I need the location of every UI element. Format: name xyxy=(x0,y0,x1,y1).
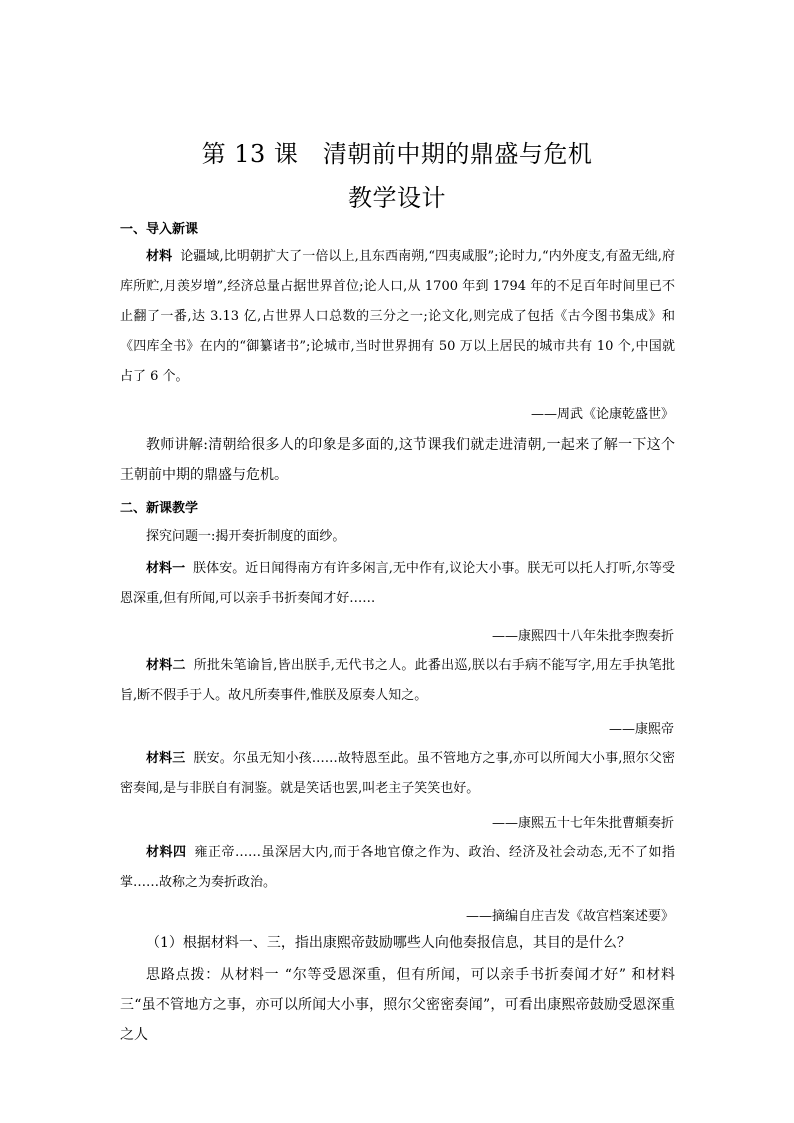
material-four-text: 雍正帝……虽深居大内,而于各地官僚之作为、政治、经济及社会动态,无不了如指掌……故称之为奏折政治。 xyxy=(120,845,675,890)
question-one: （1）根据材料一、三，指出康熙帝鼓励哪些人向他奏报信息，其目的是什么？ xyxy=(146,935,631,951)
section-heading-new-lesson: 二、新课教学 xyxy=(120,501,199,516)
teacher-explanation: 教师讲解:清朝给很多人的印象是多面的,这节课我们就走进清朝,一起来了解一下这个王朝前中期的鼎盛与危机。 xyxy=(120,437,675,483)
intro-material xyxy=(120,242,675,392)
page-title: 第 13 课 清朝前中期的鼎盛与危机 xyxy=(201,140,593,168)
material-three-label: 材料三 xyxy=(146,751,186,766)
material-three-text: 朕安。尔虽无知小孩……故特恩至此。虽不管地方之事,亦可以所闻大小事,照尔父密密奏闻,是与非朕自有洞鉴。就是笑话也罢,叫老主子笑笑也好。 xyxy=(120,751,675,796)
material-one xyxy=(120,554,675,614)
material-three-source: ——康熙五十七年朱批曹頫奏折 xyxy=(491,816,674,831)
section-heading-intro: 一、导入新课 xyxy=(120,222,199,237)
inquiry-question: 探究问题一:揭开奏折制度的面纱。 xyxy=(146,529,346,544)
page-subtitle: 教学设计 xyxy=(348,184,446,212)
material-two-text: 所批朱笔谕旨,皆出朕手,无代书之人。此番出巡,朕以右手病不能写字,用左手执笔批旨,断不假手于人。故凡所奏事件,惟朕及原奏人知之。 xyxy=(120,658,675,703)
material-four xyxy=(120,838,675,898)
material-two-label: 材料二 xyxy=(146,658,186,673)
material-source: ——周武《论康乾盛世》 xyxy=(530,407,674,422)
material-four-source: ——摘编自庄吉发《故宫档案述要》 xyxy=(465,909,674,924)
material-one-text: 朕体安。近日闻得南方有许多闲言,无中作有,议论大小事。朕无可以托人打听,尔等受恩深重,但有所闻,可以亲手书折奏闻才好…… xyxy=(120,561,675,606)
thinking-hint: 思路点拨：从材料一 “尔等受恩深重，但有所闻，可以亲手书折奏闻才好” 和材料三“虽不管地方之事，亦可以所闻大小事，照尔父密密奏闻”，可看出康熙帝鼓励受恩深重之人 xyxy=(120,967,675,1043)
material-one-source: ——康熙四十八年朱批李煦奏折 xyxy=(491,629,674,644)
material-label: 材料 xyxy=(146,249,173,264)
material-two xyxy=(120,651,675,711)
material-three xyxy=(120,744,675,804)
material-four-label: 材料四 xyxy=(146,845,187,860)
material-one-label: 材料一 xyxy=(146,561,186,576)
material-two-source: ——康熙帝 xyxy=(608,722,674,737)
material-text: 论疆域,比明朝扩大了一倍以上,且东西南朔,“四夷咸服”;论时力,“内外度支,有盈无绌,府库所贮,月羡岁增”,经济总量占据世界首位;论人口,从 1700 年到 1794 年的不足百年时间里已不止翻了一番,达 3.13 亿,占世界人口总数的三分之一;论文化,则完成了包括《古今图书集成》和《四库全书》在内的“御纂诸书”;论城市,当时世界拥有 50 万以上居民的城市共有 10 个,中国就占了 6 个。 xyxy=(120,249,675,384)
